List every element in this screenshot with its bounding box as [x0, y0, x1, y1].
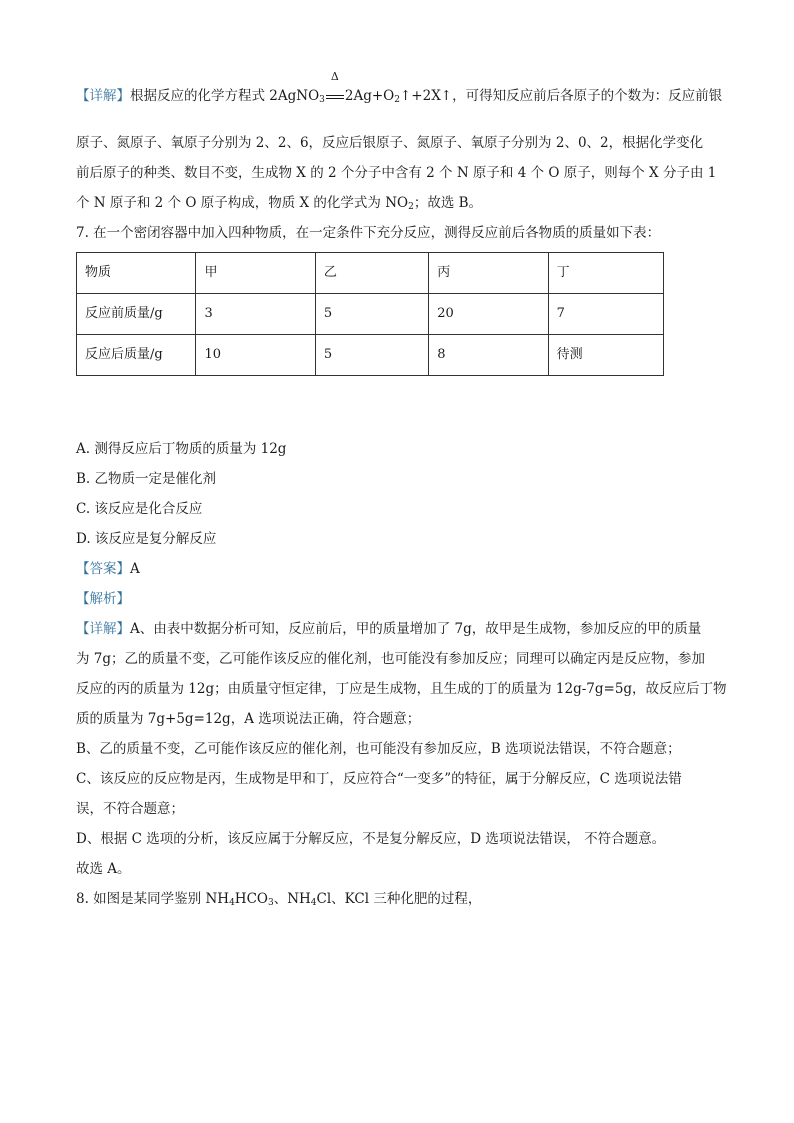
answer-label: 【答案】	[76, 561, 130, 577]
table-cell: 8	[429, 335, 548, 376]
q7-detail-line-2: 为 7g；乙的质量不变，乙可能作该反应的催化剂，也可能没有参加反应；同理可以确定丙是反应物，参加	[76, 651, 706, 667]
table-header-cell: 甲	[196, 253, 315, 294]
detail-label: 【详解】	[76, 88, 130, 104]
table-cell: 20	[429, 294, 548, 335]
q7-detail-line-8: D、根据 C 选项的分析，该反应属于分解反应，不是复分解反应，D 选项说法错误， 不符合题意。	[76, 831, 666, 847]
option-d: D. 该反应是复分解反应	[76, 531, 217, 547]
q7-detail-line-3: 反应的丙的质量为 12g；由质量守恒定律，丁应是生成物，且生成的丁的质量为 12g-7g=5g，故反应后丁物	[76, 681, 727, 697]
option-a: A. 测得反应后丁物质的质量为 12g	[76, 441, 287, 457]
q6-detail-line-3: 前后原子的种类、数目不变，生成物 X 的 2 个分子中含有 2 个 N 原子和 4 个 O 原子，则每个 X 分子由 1	[76, 165, 717, 181]
q6-detail-line-2: 原子、氮原子、氧原子分别为 2、2、6，反应后银原子、氮原子、氧原子分别为 2、0、2，根据化学变化	[76, 135, 704, 151]
table-header-cell: 丙	[429, 253, 548, 294]
table-cell: 10	[196, 335, 315, 376]
table-cell: 7	[548, 294, 663, 335]
table-row	[77, 294, 664, 335]
table-cell: 待测	[548, 335, 663, 376]
mass-table	[76, 252, 664, 376]
q8-stem: 8. 如图是某同学鉴别 $NH_4HCO_3$、$NH_4Cl$、KCl 三种化肥的过程，	[76, 891, 482, 908]
table-row	[77, 335, 664, 376]
q7-detail-line-9: 故选 A。	[76, 861, 131, 877]
table-cell: 5	[315, 335, 428, 376]
q7-detail-line-1: 【详解】A、由表中数据分析可知，反应前后，甲的质量增加了 7g，故甲是生成物，参加反应的甲的质量	[76, 621, 702, 637]
q6-detail-line-1: 【详解】根据反应的化学方程式 2AgNO$_3$ Δ $2Ag+O_2↑+2X↑$，可得知反应前后各原子的个数为：反应前银	[76, 78, 716, 108]
table-cell: 反应前质量/g	[77, 294, 196, 335]
detail-label: 【详解】	[76, 621, 130, 637]
table-cell: 5	[315, 294, 428, 335]
table-cell: 3	[196, 294, 315, 335]
option-b: B. 乙物质一定是催化剂	[76, 471, 217, 487]
q6-detail-line-4: 个 N 原子和 2 个 O 原子构成，物质 X 的化学式为 $NO_2$；故选 B。	[76, 195, 483, 212]
table-header-cell: 物质	[77, 253, 196, 294]
table-header-cell: 乙	[315, 253, 428, 294]
reaction-arrow-heat	[325, 70, 345, 108]
table-header-cell: 丁	[548, 253, 663, 294]
q7-detail-line-4: 质的质量为 7g+5g=12g，A 选项说法正确，符合题意；	[76, 711, 421, 727]
q7-detail-line-7: 误，不符合题意；	[76, 801, 184, 817]
table-cell: 反应后质量/g	[77, 335, 196, 376]
table-header-row	[77, 253, 664, 294]
delta-symbol: Δ	[330, 70, 339, 83]
q7-detail-line-5: B、乙的质量不变，乙可能作该反应的催化剂，也可能没有参加反应，B 选项说法错误，不符合题意；	[76, 741, 681, 757]
analysis-label: 【解析】	[76, 591, 130, 607]
option-c: C. 该反应是化合反应	[76, 501, 203, 517]
q7-stem: 7. 在一个密闭容器中加入四种物质，在一定条件下充分反应，测得反应前后各物质的质量如下表：	[76, 225, 661, 241]
document-page	[76, 70, 727, 914]
answer-line	[76, 554, 716, 584]
answer-value: A	[130, 561, 140, 577]
q7-detail-line-6: C、该反应的反应物是丙，生成物是甲和丁，反应符合“一变多”的特征，属于分解反应，C 选项说法错	[76, 771, 682, 787]
